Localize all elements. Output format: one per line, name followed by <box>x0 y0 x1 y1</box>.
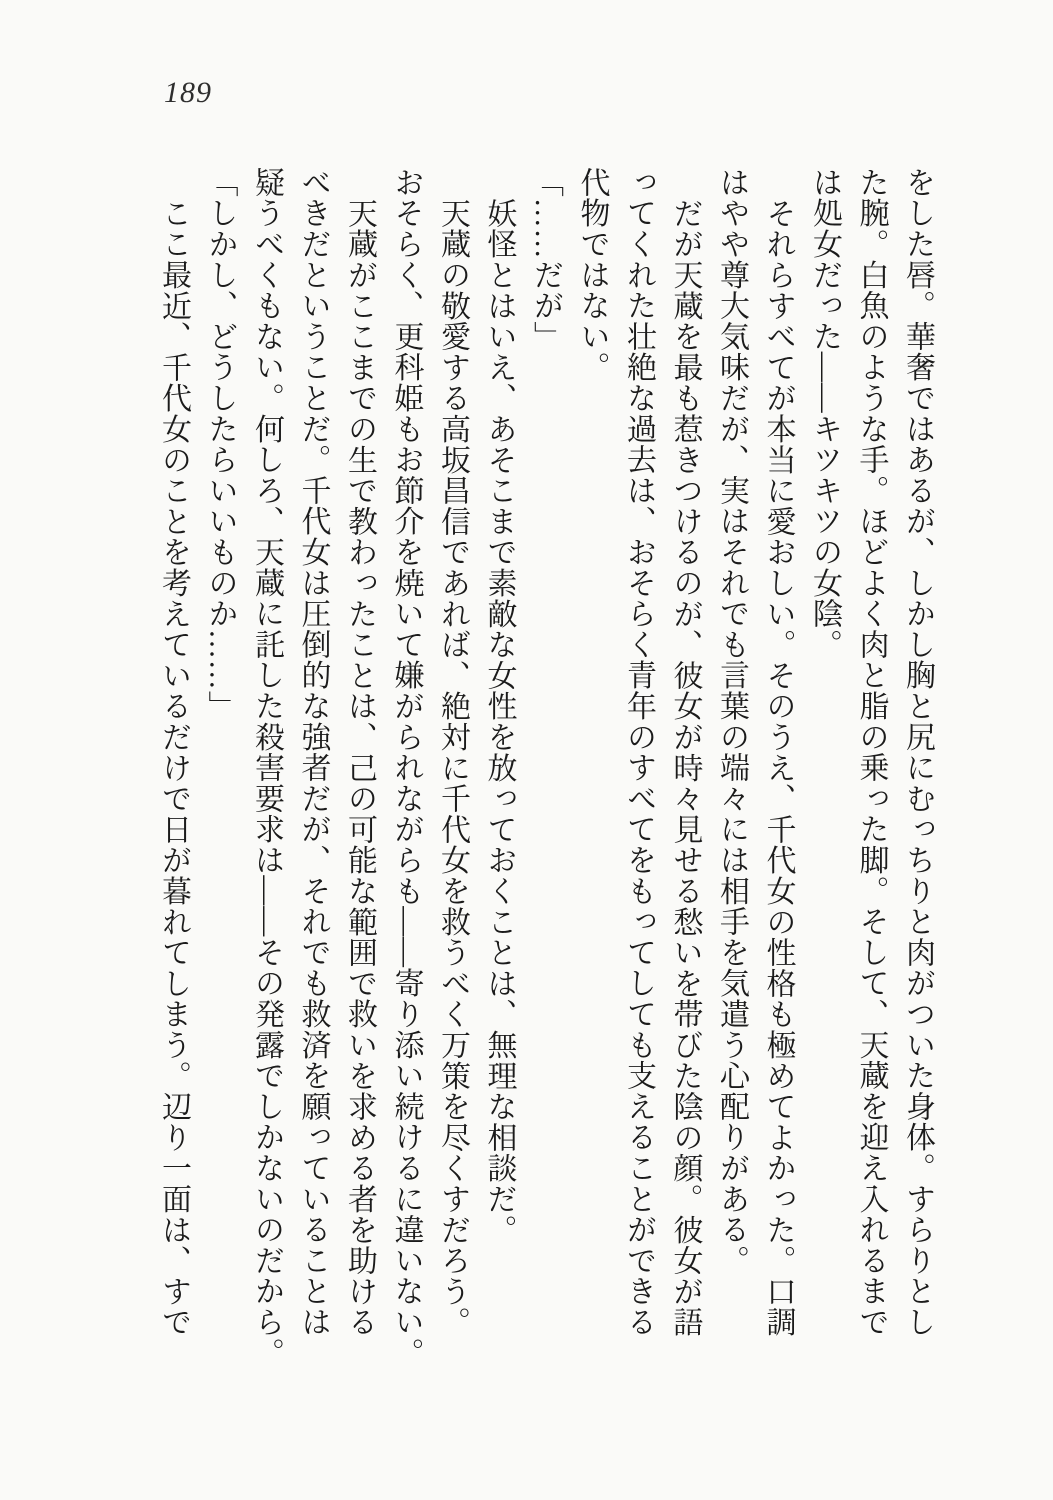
text-line: 妖怪とはいえ、あそこまで素敵な女性を放っておくことは、無理な相談だ。 <box>482 198 516 1246</box>
text-line: はやや尊大気味だが、実はそれでも言葉の端々には相手を気遣う心配りがある。 <box>715 167 748 1276</box>
vertical-text-block <box>150 167 941 1368</box>
text-line: は処女だった――キツキツの女陰。 <box>808 167 841 660</box>
page-number: 189 <box>164 76 212 109</box>
text-line: ここ最近、千代女のことを考えているだけで日が暮れてしまう。辺り一面は、すで <box>157 198 190 1338</box>
text-line: 代物ではない。 <box>575 167 609 383</box>
text-line: 天蔵がここまでの生で教わったことは、己の可能な範囲で救いを求める者を助ける <box>343 198 376 1338</box>
text-line: それらすべてが本当に愛おしい。そのうえ、千代女の性格も極めてよかった。口調 <box>761 198 795 1338</box>
dialogue-line: 「しかし、どうしたらいいものか……」 <box>203 167 237 722</box>
text-line: べきだということだ。千代女は圧倒的な強者だが、それでも救済を願っていることは <box>296 167 330 1338</box>
text-line: だが天蔵を最も惹きつけるのが、彼女が時々見せる愁いを帯びた陰の顔。彼女が語 <box>668 198 702 1338</box>
text-line: をした唇。華奢ではあるが、しかし胸と尻にむっちりと肉がついた身体。すらりとし <box>901 167 934 1338</box>
text-line: 天蔵の敬愛する高坂昌信であれば、絶対に千代女を救うべく万策を尽くすだろう。 <box>436 198 469 1338</box>
dialogue-line: 「……だが」 <box>529 167 562 352</box>
text-line: 疑うべくもない。何しろ、天蔵に託した殺害要求は――その発露でしかないのだから。 <box>250 167 283 1369</box>
text-line: ってくれた壮絶な過去は、おそらく青年のすべてをもってしても支えることができる <box>622 167 655 1338</box>
text-line: おそらく、更科姫もお節介を焼いて嫌がられながらも――寄り添い続けるに違いない。 <box>389 167 423 1369</box>
text-line: た腕。白魚のような手。ほどよく肉と脂の乗った脚。そして、天蔵を迎え入れるまで <box>854 167 888 1338</box>
